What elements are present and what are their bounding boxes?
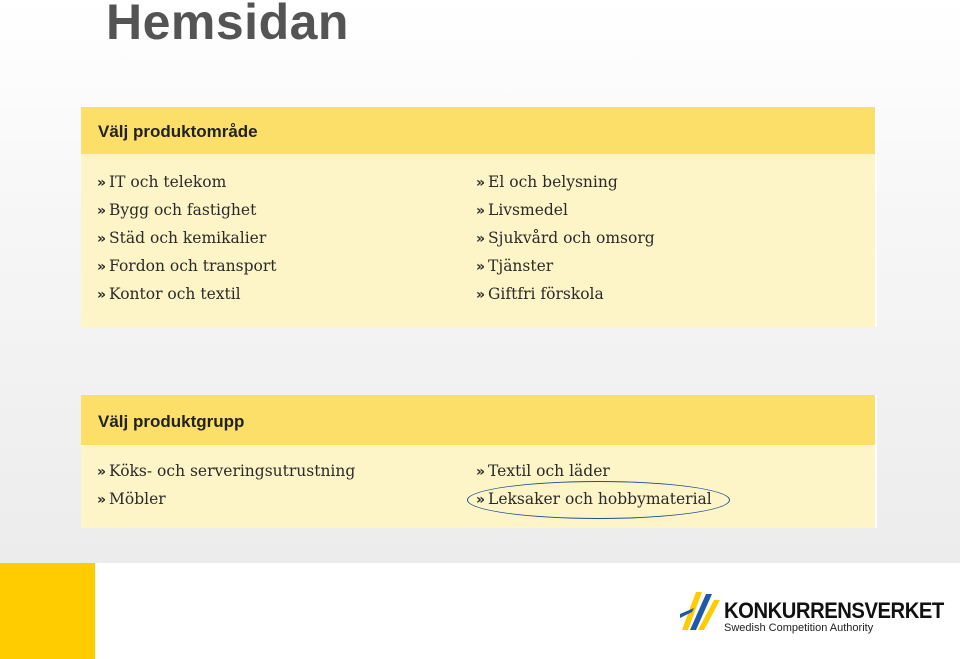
- area-link-label: Sjukvård och omsorg: [488, 229, 655, 247]
- product-group-right-column: [476, 457, 712, 513]
- product-group-left-column: [97, 457, 355, 513]
- area-link-kontor-textil[interactable]: [97, 280, 277, 308]
- area-link-fordon-transport[interactable]: [97, 252, 277, 280]
- area-link-label: Tjänster: [488, 257, 554, 275]
- area-link-label: Städ och kemikalier: [109, 229, 267, 247]
- chevron-double-right-icon: »: [97, 287, 107, 303]
- area-link-livsmedel[interactable]: [476, 196, 655, 224]
- group-link-label: Leksaker och hobbymaterial: [488, 490, 712, 508]
- product-group-heading: Välj produktgrupp: [81, 395, 875, 445]
- group-link-mobler[interactable]: [97, 485, 355, 513]
- group-link-label: Köks- och serveringsutrustning: [109, 462, 356, 480]
- area-link-tjanster[interactable]: [476, 252, 655, 280]
- area-link-it-telekom[interactable]: [97, 168, 277, 196]
- konkurrensverket-stripes-icon: [680, 590, 722, 634]
- area-link-label: IT och telekom: [109, 173, 227, 191]
- chevron-double-right-icon: »: [97, 175, 107, 191]
- group-link-label: Möbler: [109, 490, 166, 508]
- chevron-double-right-icon: »: [476, 287, 486, 303]
- product-area-panel: [81, 107, 877, 327]
- area-link-label: Giftfri förskola: [488, 285, 604, 303]
- chevron-double-right-icon: »: [476, 464, 486, 480]
- footer-yellow-block: [0, 563, 95, 659]
- group-link-koks-servering[interactable]: [97, 457, 355, 485]
- area-link-el-belysning[interactable]: [476, 168, 655, 196]
- area-link-giftfri-forskola[interactable]: [476, 280, 655, 308]
- product-area-left-column: [97, 168, 277, 308]
- chevron-double-right-icon: »: [476, 175, 486, 191]
- area-link-bygg-fastighet[interactable]: [97, 196, 277, 224]
- chevron-double-right-icon: »: [476, 492, 486, 508]
- group-link-textil-lader[interactable]: [476, 457, 712, 485]
- group-link-label: Textil och läder: [488, 462, 610, 480]
- area-link-label: Livsmedel: [488, 201, 568, 219]
- chevron-double-right-icon: »: [97, 464, 107, 480]
- product-group-panel: [81, 395, 877, 528]
- chevron-double-right-icon: »: [476, 203, 486, 219]
- slide-title: Hemsidan: [106, 0, 349, 50]
- chevron-double-right-icon: »: [97, 259, 107, 275]
- chevron-double-right-icon: »: [97, 492, 107, 508]
- area-link-label: Kontor och textil: [109, 285, 241, 303]
- area-link-sjukvard-omsorg[interactable]: [476, 224, 655, 252]
- logo-subtitle: Swedish Competition Authority: [724, 622, 874, 634]
- group-link-leksaker-hobby[interactable]: [476, 485, 712, 513]
- konkurrensverket-logo: [680, 590, 944, 640]
- chevron-double-right-icon: »: [97, 231, 107, 247]
- product-area-right-column: [476, 168, 655, 308]
- area-link-label: El och belysning: [488, 173, 618, 191]
- area-link-label: Fordon och transport: [109, 257, 277, 275]
- logo-name: KONKURRENSVERKET: [724, 598, 944, 623]
- product-area-heading: Välj produktområde: [81, 107, 875, 154]
- chevron-double-right-icon: »: [476, 231, 486, 247]
- chevron-double-right-icon: »: [97, 203, 107, 219]
- area-link-stad-kemikalier[interactable]: [97, 224, 277, 252]
- chevron-double-right-icon: »: [476, 259, 486, 275]
- area-link-label: Bygg och fastighet: [109, 201, 257, 219]
